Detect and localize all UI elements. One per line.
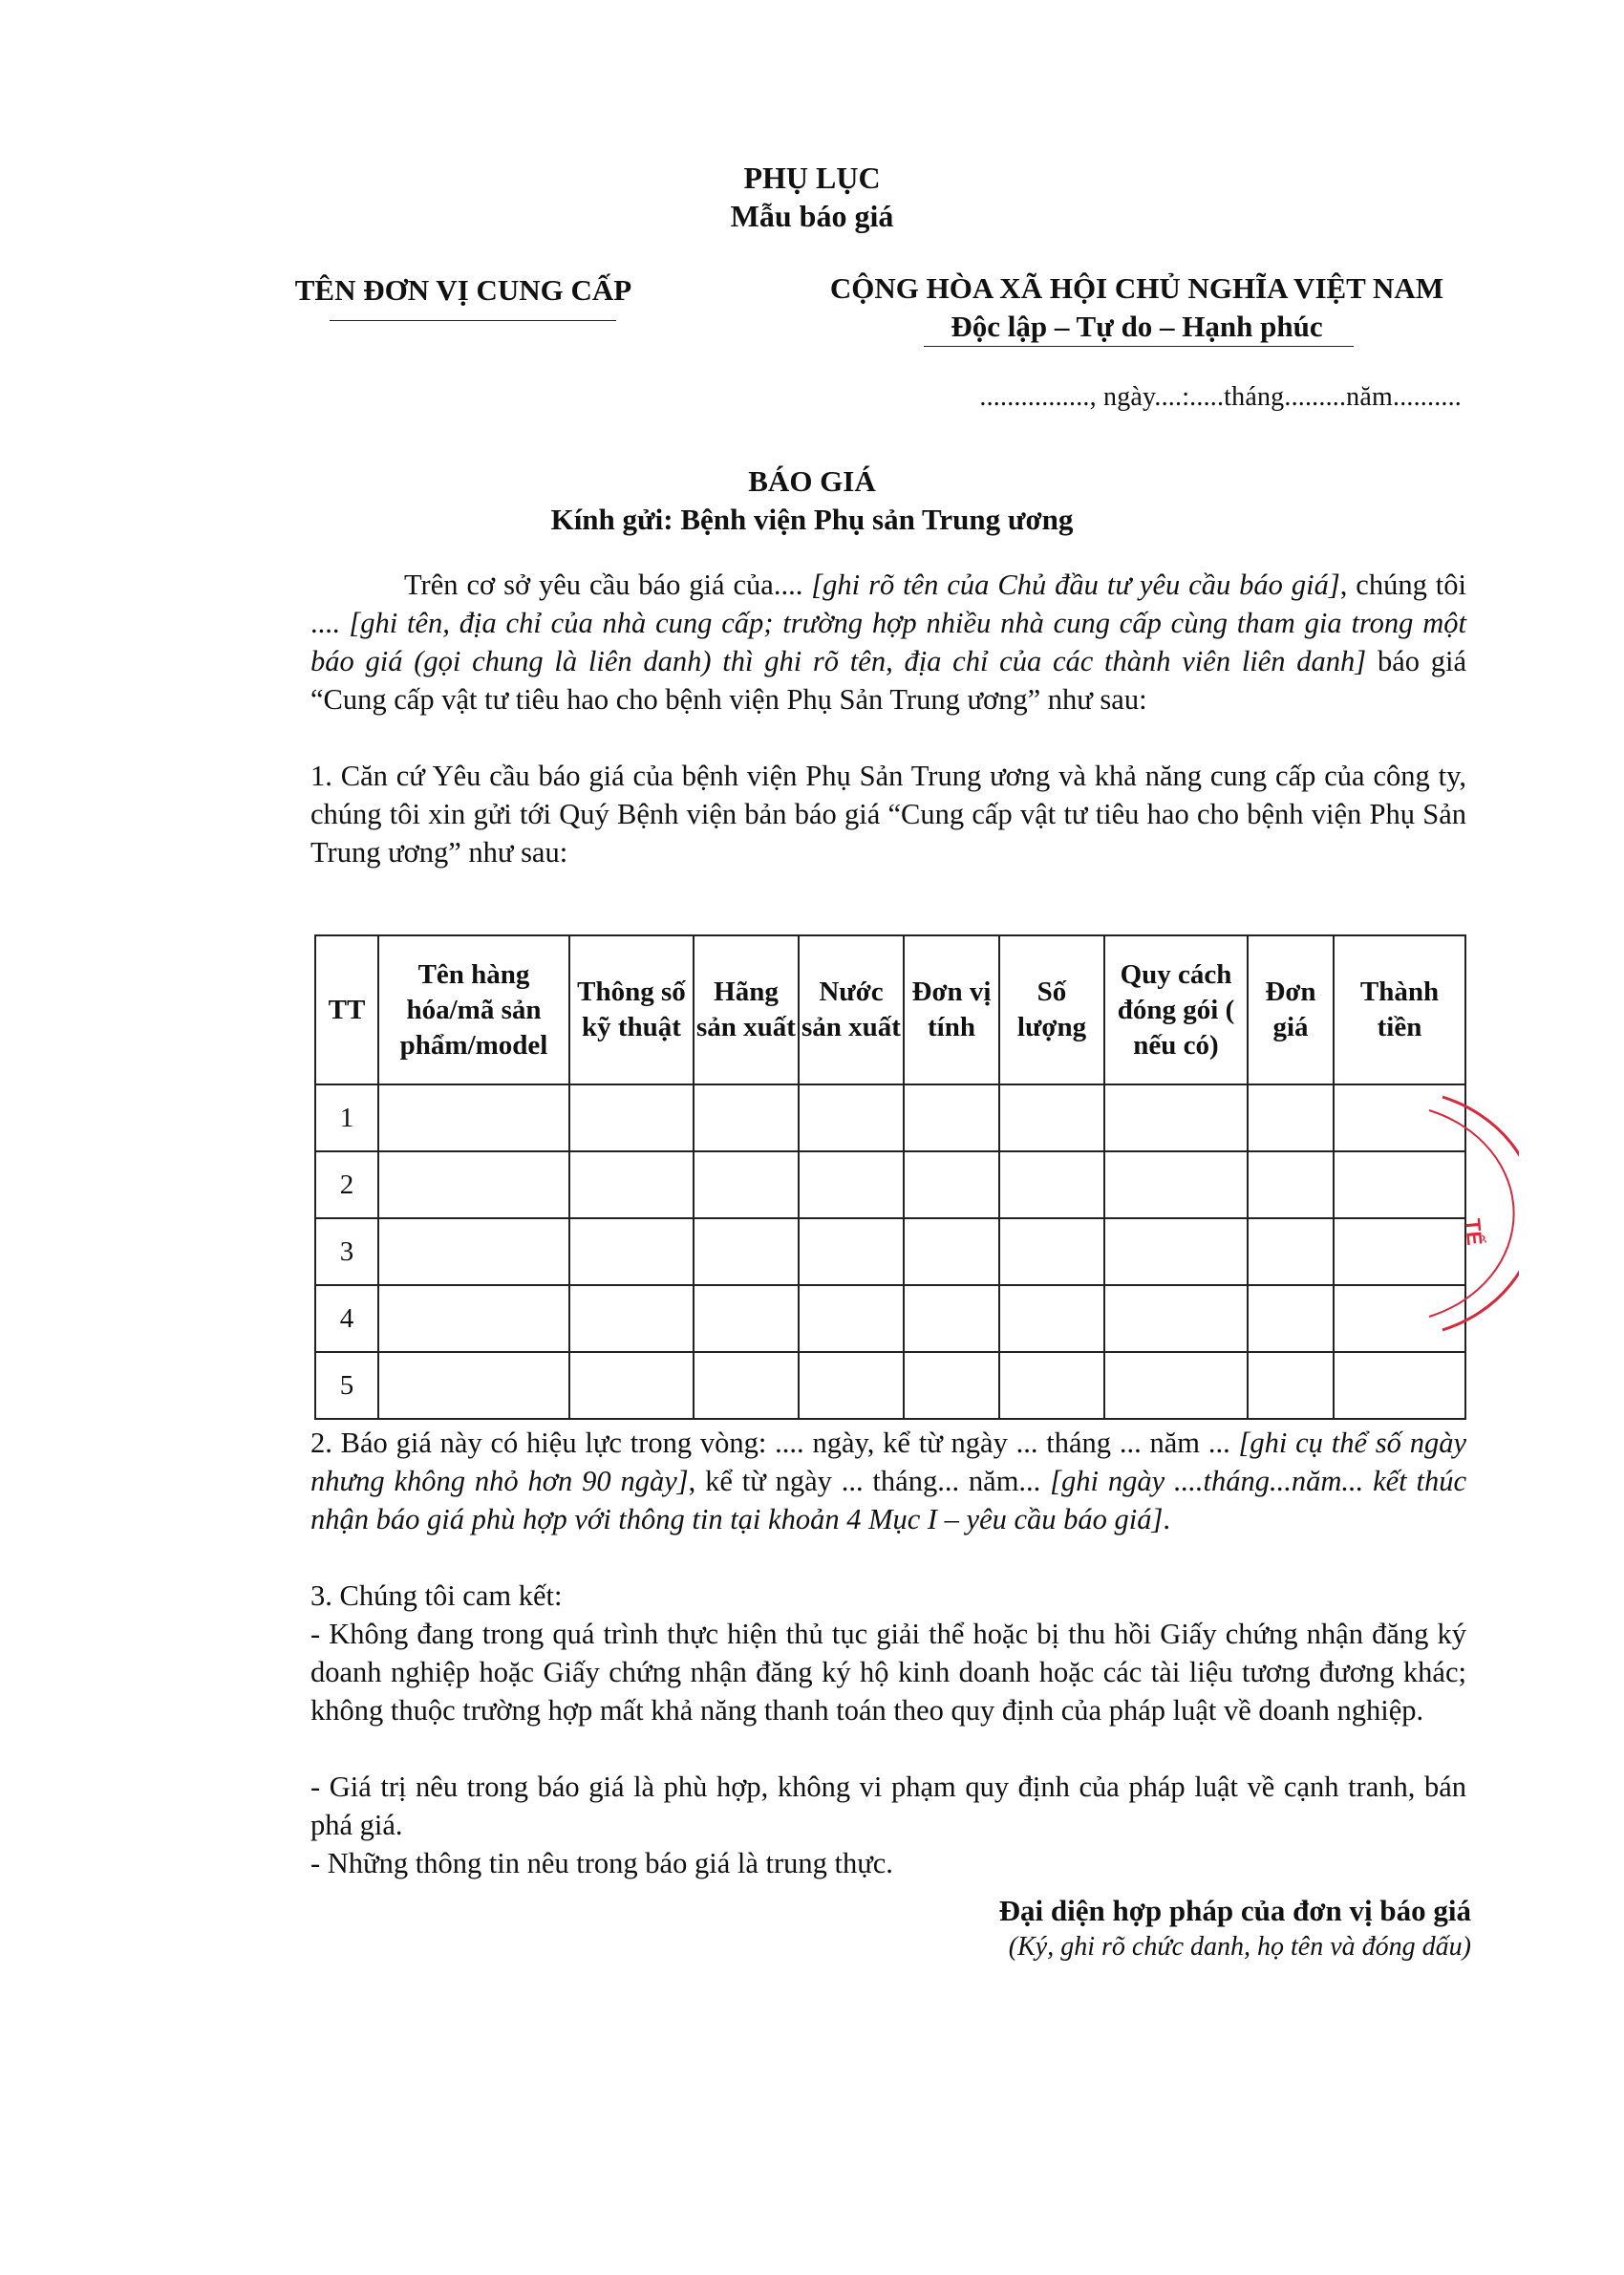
validity-text-c: , kể từ ngày ... tháng... năm... [688, 1465, 1051, 1497]
signature-note: (Ký, ghi rõ chức danh, họ tên và đóng dấu) [1008, 1932, 1471, 1962]
table-cell [569, 1084, 694, 1151]
table-cell [904, 1151, 999, 1218]
table-cell [694, 1084, 799, 1151]
table-cell [378, 1352, 569, 1419]
table-cell [1334, 1352, 1465, 1419]
row-number: 1 [315, 1084, 378, 1151]
table-cell [1104, 1084, 1248, 1151]
row-number: 4 [315, 1285, 378, 1352]
commitment-item-3: - Những thông tin nêu trong báo giá là trung thực. [310, 1847, 893, 1879]
col-header-quantity: Số lượng [999, 935, 1104, 1084]
dateline: ................, ngày....:.....tháng.........năm.......... [979, 382, 1462, 412]
table-cell [799, 1285, 904, 1352]
table-cell [904, 1285, 999, 1352]
table-cell [999, 1151, 1104, 1218]
row-number: 5 [315, 1352, 378, 1419]
table-cell [378, 1285, 569, 1352]
table-row [315, 1084, 1465, 1151]
quotation-table [314, 934, 1466, 1420]
col-header-unit-price: Đơn giá [1248, 935, 1334, 1084]
table-cell [694, 1218, 799, 1285]
validity-text-e: . [1163, 1503, 1171, 1535]
intro-text-a: Trên cơ sở yêu cầu báo giá của.... [404, 569, 812, 601]
nation-name: CỘNG HÒA XÃ HỘI CHỦ NGHĨA VIỆT NAM [829, 271, 1444, 305]
table-cell [378, 1151, 569, 1218]
table-cell [1104, 1151, 1248, 1218]
intro-text-e: báo giá “Cung cấp vật tư tiêu hao cho bệnh viện Phụ Sản Trung ương” như sau: [310, 645, 1466, 716]
commitments-heading: 3. Chúng tôi cam kết: [310, 1579, 563, 1612]
table-cell [999, 1084, 1104, 1151]
table-cell [799, 1218, 904, 1285]
intro-paragraph [310, 566, 1466, 719]
col-header-total: Thành tiền [1334, 935, 1465, 1084]
quote-title: BÁO GIÁ [748, 464, 876, 498]
row-number: 2 [315, 1151, 378, 1218]
table-cell [999, 1352, 1104, 1419]
table-row [315, 1151, 1465, 1218]
table-cell [1104, 1285, 1248, 1352]
col-header-product: Tên hàng hóa/mã sản phẩm/model [378, 935, 569, 1084]
national-motto: Độc lập – Tự do – Hạnh phúc [951, 310, 1323, 343]
stamp-text: TẾ [1461, 1217, 1487, 1247]
row-number: 3 [315, 1218, 378, 1285]
signature-title: Đại diện hợp pháp của đơn vị báo giá [998, 1894, 1471, 1927]
commitment-item-2: - Giá trị nêu trong báo giá là phù hợp, không vi phạm quy định của pháp luật về cạnh tranh, bán phá giá. [310, 1771, 1466, 1841]
stamp-fragment-icon [1423, 1089, 1519, 1338]
motto-underline [924, 346, 1354, 347]
appendix-subtitle: Mẫu báo giá [730, 199, 894, 233]
table-cell [569, 1218, 694, 1285]
col-header-specs: Thông số kỹ thuật [569, 935, 694, 1084]
col-header-tt: TT [315, 935, 378, 1084]
table-cell [378, 1084, 569, 1151]
table-header-row [315, 935, 1465, 1084]
table-cell [694, 1352, 799, 1419]
table-cell [1248, 1151, 1334, 1218]
table-cell [1248, 1352, 1334, 1419]
supplier-underline [330, 320, 616, 321]
table-cell [694, 1151, 799, 1218]
table-cell [904, 1352, 999, 1419]
validity-placeholder-date: [ghi ngày ....tháng...năm... kết thúc nhận báo giá phù hợp với thông tin tại khoản 4 Mục I – yêu cầu báo giá] [310, 1465, 1466, 1535]
table-cell [1248, 1285, 1334, 1352]
table-cell [569, 1352, 694, 1419]
appendix-title: PHỤ LỤC [743, 161, 881, 195]
validity-text-a: 2. Báo giá này có hiệu lực trong vòng: .... ngày, kể từ ngày ... tháng ... năm ... [310, 1427, 1239, 1459]
table-row [315, 1285, 1465, 1352]
table-cell [694, 1285, 799, 1352]
intro-text-c: , chúng tôi .... [310, 569, 1466, 639]
table-cell [904, 1084, 999, 1151]
col-header-country: Nước sản xuất [799, 935, 904, 1084]
col-header-manufacturer: Hãng sản xuất [694, 935, 799, 1084]
table-cell [999, 1218, 1104, 1285]
table-cell [378, 1218, 569, 1285]
table-cell [799, 1151, 904, 1218]
table-cell [1104, 1352, 1248, 1419]
table-cell [1248, 1084, 1334, 1151]
col-header-unit: Đơn vị tính [904, 935, 999, 1084]
intro-placeholder-investor: [ghi rõ tên của Chủ đầu tư yêu cầu báo giá] [811, 569, 1340, 601]
table-cell [1104, 1218, 1248, 1285]
supplier-name: TÊN ĐƠN VỊ CUNG CẤP [294, 273, 632, 307]
table-row [315, 1352, 1465, 1419]
recipient: Kính gửi: Bệnh viện Phụ sản Trung ương [550, 503, 1074, 536]
validity-paragraph [310, 1424, 1466, 1538]
col-header-packaging: Quy cách đóng gói ( nếu có) [1104, 935, 1248, 1084]
validity-placeholder-days: [ghi cụ thể số ngày nhưng không nhỏ hơn 90 ngày] [310, 1427, 1466, 1497]
table-cell [904, 1218, 999, 1285]
table-cell [999, 1285, 1104, 1352]
basis-paragraph: 1. Căn cứ Yêu cầu báo giá của bệnh viện Phụ Sản Trung ương và khả năng cung cấp của công ty, chúng tôi xin gửi tới Quý Bệnh viện bản báo giá “Cung cấp vật tư tiêu hao cho bệnh viện Phụ Sản Trung ương” như sau: [310, 760, 1466, 869]
table-cell [799, 1084, 904, 1151]
commitment-item-1: - Không đang trong quá trình thực hiện thủ tục giải thể hoặc bị thu hồi Giấy chứng nhận đăng ký doanh nghiệp hoặc Giấy chứng nhận đăng ký hộ kinh doanh hoặc các tài liệu tương đương khác; không thuộc trường hợp mất khả năng thanh toán theo quy định của pháp luật về doanh nghiệp. [310, 1618, 1466, 1727]
table-cell [569, 1285, 694, 1352]
table-cell [569, 1151, 694, 1218]
table-row [315, 1218, 1465, 1285]
table-cell [799, 1352, 904, 1419]
table-cell [1248, 1218, 1334, 1285]
intro-placeholder-supplier: [ghi tên, địa chỉ của nhà cung cấp; trường hợp nhiều nhà cung cấp cùng tham gia trong một báo giá (gọi chung là liên danh) thì ghi rõ tên, địa chỉ của các thành viên liên danh] [310, 607, 1467, 677]
